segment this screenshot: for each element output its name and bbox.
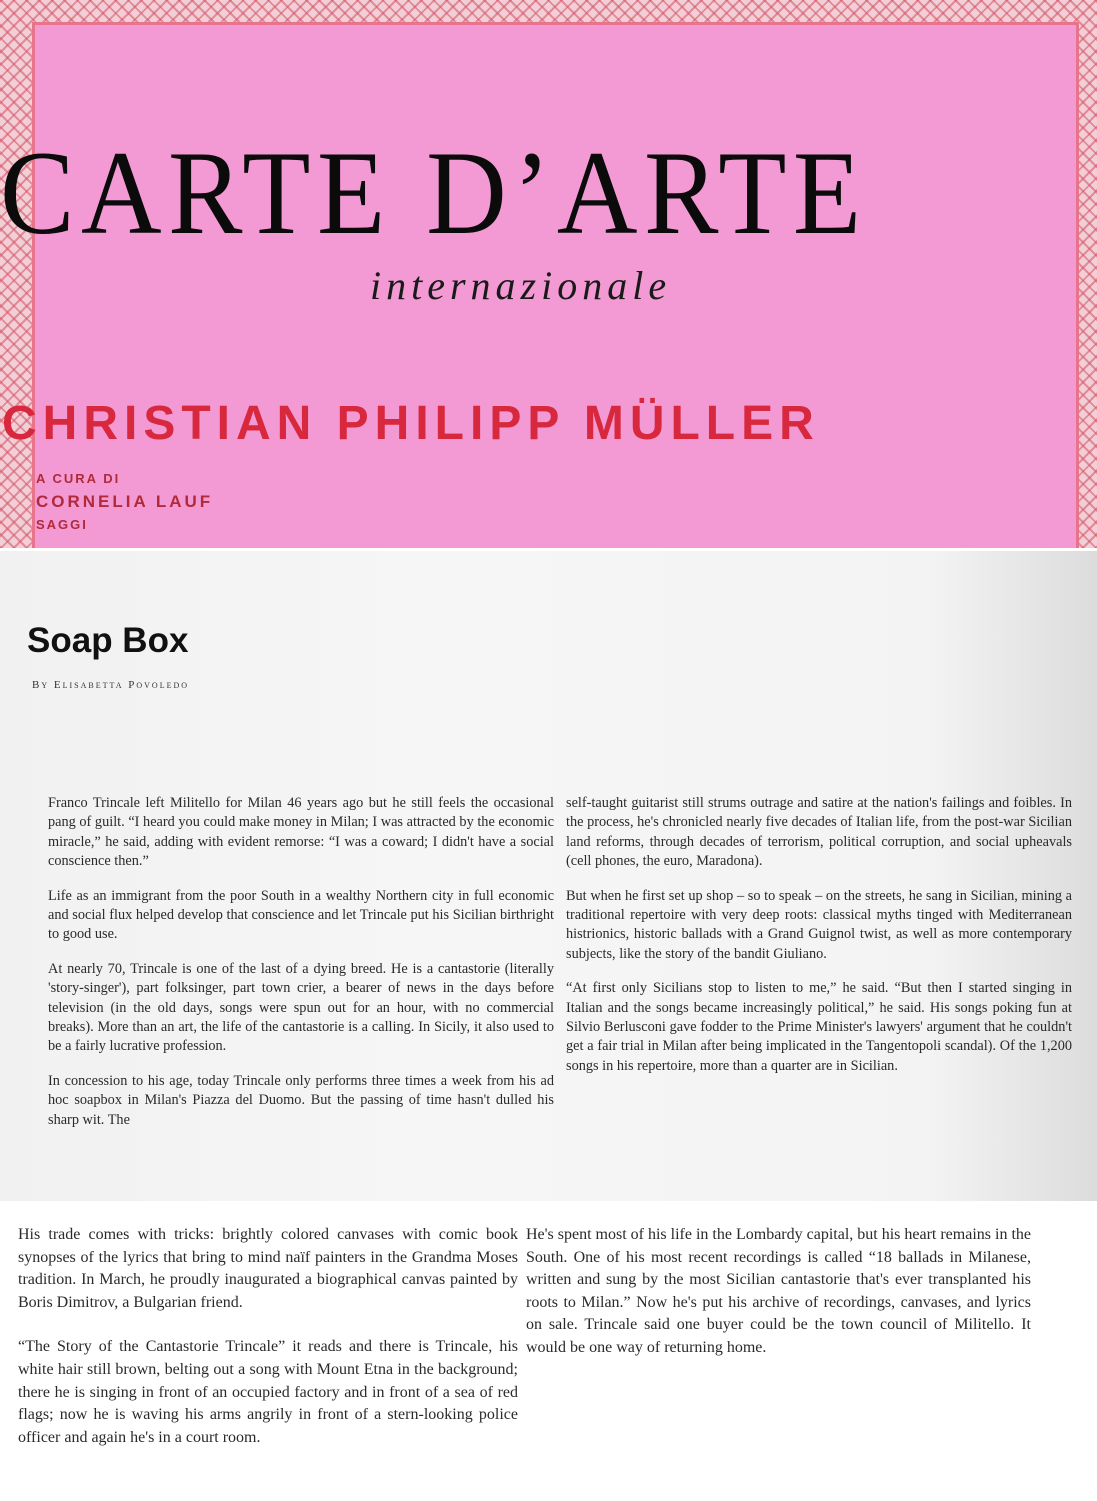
paragraph: In concession to his age, today Trincale only performs three times a week from his ad hoc soapbox in Milan's Piazza del Duomo. But the passing of time hasn't dulled his sharp wit. The [48, 1072, 554, 1128]
paragraph: self-taught guitarist still strums outrage and satire at the nation's failings and foibles. In the process, he's chronicled nearly five decades of Italian life, from the post-war Sicilian land reforms, through decades of terrorism, political corruption, and social upheavals (cell phones, the euro, Maradona). [566, 795, 1072, 870]
article-column-left [48, 794, 554, 1145]
cover-credits [36, 467, 213, 536]
continuation-column-left [18, 1224, 518, 1471]
article-title: Soap Box [27, 621, 189, 660]
article-column-right [566, 794, 1072, 1091]
paragraph: At nearly 70, Trincale is one of the last of a dying breed. He is a cantastorie (literally 'story-singer'), part folksinger, part town crier, a bearer of news in the days before television (in the old days, songs were spun out for an hour, with no commercial breaks). More than an art, the life of the cantastorie is a calling. In Sicily, it also used to be a fairly lucrative profession. [48, 960, 554, 1055]
magazine-cover [0, 0, 1097, 548]
paragraph: His trade comes with tricks: brightly colored canvases with comic book synopses of the lyrics that bring to mind naïf painters in the Grandma Moses tradition. In March, he proudly inaugurated a biographical canvas painted by Boris Dimitrov, a Bulgarian friend. [18, 1226, 518, 1311]
curated-by-label: A CURA DI [36, 471, 121, 486]
paragraph: “At first only Sicilians stop to listen to me,” he said. “But then I started singing in Italian and the songs became increasingly political,” he said. His songs poking fun at Silvio Berlusconi gave fodder to the Prime Minister's lawyers' argument that he couldn't get a fair trial in Milan after being implicated in the Tangentopoli scandal). Of the 1,200 songs in his repertoire, more than a quarter are in Sicilian. [566, 980, 1072, 1074]
curator-name: CORNELIA LAUF [36, 492, 214, 511]
paragraph: “The Story of the Cantastorie Trincale” it reads and there is Trincale, his white hair still brown, belting out a song with Mount Etna in the background; there he is singing in front of an occupied factory and in front of a sea of red flags; now he is waving his arms angrily in front of a stern-looking police officer and again he's in a court room. [18, 1338, 518, 1446]
article-page [0, 551, 1097, 1201]
paragraph: Franco Trincale left Militello for Milan 46 years ago but he still feels the occasional pang of guilt. “I heard you could make money in Milan; I was attracted by the economic miracle,” he said, adding with evident remorse: “I was a coward; I didn't have a social conscience then.” [48, 795, 554, 870]
article-byline: By Elisabetta Povoledo [32, 679, 190, 691]
paragraph: He's spent most of his life in the Lombardy capital, but his heart remains in the South. One of his most recent recordings is called “18 ballads in Milanese, written and sung by the most Sicilian cantastorie that's ever transplanted his roots to Milan.” Now he's put his archive of recordings, canvases, and lyrics on sale. Trincale said one buyer could be the town council of Militello. It would be one way of returning home. [526, 1226, 1031, 1356]
continuation-column-right [526, 1224, 1031, 1382]
section-label: SAGGI [36, 517, 88, 532]
cover-artist-name: CHRISTIAN PHILIPP MÜLLER [2, 397, 820, 450]
paragraph: But when he first set up shop – so to speak – on the streets, he sang in Sicilian, mining a traditional repertoire with very deep roots: classical myths tinged with Mediterranean histrionics, historic ballads with a Grand Guignol twist, as well as more contemporary subjects, like the story of the bandit Giuliano. [566, 887, 1072, 962]
article-continuation [0, 1207, 1097, 1501]
paragraph: Life as an immigrant from the poor South in a wealthy Northern city in full economic and social flux helped develop that conscience and let Trincale put his Sicilian birthright to good use. [48, 887, 554, 943]
cover-subtitle: internazionale [370, 263, 672, 308]
cover-title: CARTE D’ARTE [0, 126, 868, 259]
